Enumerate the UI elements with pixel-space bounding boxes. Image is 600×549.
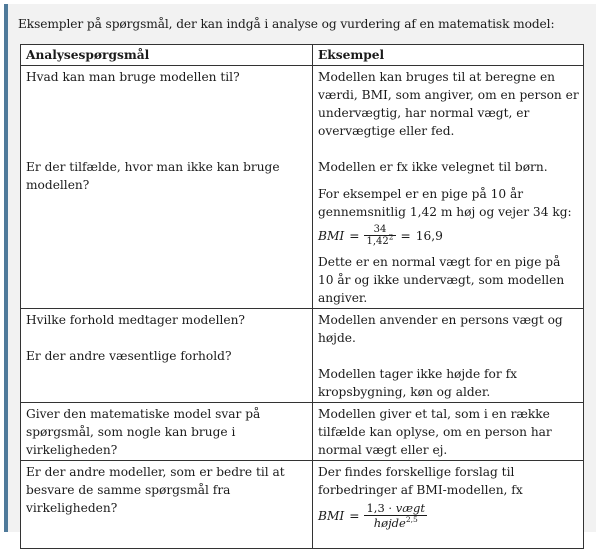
table-row	[21, 403, 584, 461]
denominator-base: 1,42	[366, 236, 389, 247]
example-text: Dette er en normal vægt for en pige på 10 år og ikke undervægt, som modellen angiver.	[318, 255, 565, 305]
table-row	[21, 66, 584, 309]
header-analysis-questions: Analysespørgsmål	[21, 45, 313, 66]
formula-equals: =	[349, 508, 360, 523]
header-example: Eksempel	[313, 45, 584, 66]
bmi-formula	[318, 224, 579, 247]
example-text: Modellen kan bruges til at beregne en værdi, BMI, som angiver, om en person er undervægtig, har normal vægt, er overvægtige eller fed.	[318, 70, 579, 138]
question-text: Hvad kan man bruge modellen til?	[26, 70, 240, 84]
formula-fraction	[364, 501, 427, 530]
formula-equals-2: =	[400, 228, 411, 243]
example-text: Der findes forskellige forslag til forbedringer af BMI-modellen, fx	[318, 465, 523, 497]
formula-denominator	[364, 232, 395, 247]
formula-fraction	[364, 224, 395, 247]
table-row	[21, 461, 584, 549]
denominator-exponent: 2	[388, 232, 394, 242]
formula-equals: =	[349, 228, 360, 243]
question-text: Er der andre væsentlige forhold?	[26, 349, 232, 363]
formula-numerator	[364, 501, 427, 515]
formula-lhs: BMI	[318, 228, 345, 243]
question-cell	[21, 66, 313, 309]
example-text: For eksempel er en pige på 10 år gennemsnitlig 1,42 m høj og vejer 34 kg:	[318, 187, 572, 219]
formula-denominator	[372, 516, 420, 530]
question-cell	[21, 309, 313, 403]
numerator-coefficient: 1,3 ·	[366, 501, 393, 515]
example-text: Modellen giver et tal, som i en række tilfælde kan oplyse, om en person har normal vægt eller ej.	[318, 407, 552, 457]
question-text: Hvilke forhold medtager modellen?	[26, 313, 245, 327]
numerator-variable: vægt	[395, 501, 426, 515]
table-row	[21, 309, 584, 403]
content-panel	[4, 4, 596, 532]
formula-lhs: BMI	[318, 508, 345, 523]
analysis-table	[20, 44, 584, 549]
example-text: Modellen anvender en persons vægt og højde.	[318, 313, 563, 345]
example-cell	[313, 403, 584, 461]
denominator-base: højde	[373, 516, 406, 530]
formula-numerator: 34	[373, 224, 387, 235]
example-text: Modellen tager ikke højde for fx kropsbygning, køn og alder.	[318, 367, 517, 399]
question-text: Er der tilfælde, hvor man ikke kan bruge modellen?	[26, 160, 280, 192]
example-cell	[313, 309, 584, 403]
example-cell	[313, 66, 584, 309]
denominator-exponent: 2,5	[405, 515, 418, 525]
question-cell	[21, 461, 313, 549]
improved-bmi-formula	[318, 501, 579, 530]
question-text: Giver den matematiske model svar på spørgsmål, som nogle kan bruge i virkeligheden?	[26, 407, 261, 457]
formula-result: 16,9	[415, 228, 443, 243]
example-cell	[313, 461, 584, 549]
example-text: Modellen er fx ikke velegnet til børn.	[318, 160, 548, 174]
question-text: Er der andre modeller, som er bedre til at besvare de samme spørgsmål fra virkeligheden?	[26, 465, 285, 515]
table-header-row	[21, 45, 584, 66]
question-cell	[21, 403, 313, 461]
intro-text: Eksempler på spørgsmål, der kan indgå i analyse og vurdering af en matematisk model:	[18, 17, 555, 31]
